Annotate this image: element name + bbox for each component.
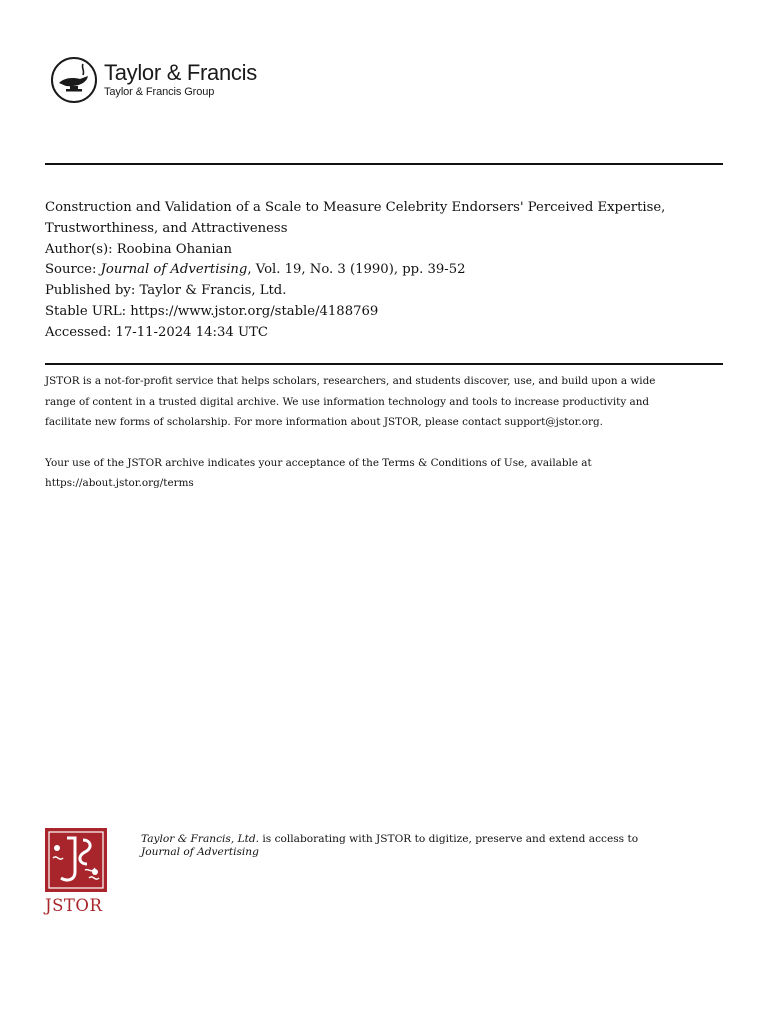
jstor-notice <box>45 371 725 494</box>
article-title-line-2: Trustworthiness, and Attractiveness <box>45 220 288 236</box>
author-name: Roobina Ohanian <box>116 241 232 257</box>
terms-link[interactable]: https://about.jstor.org/terms <box>45 477 194 489</box>
stable-url-line <box>45 302 735 323</box>
source-details: , Vol. 19, No. 3 (1990), pp. 39-52 <box>247 262 466 278</box>
logo-title: Taylor & Francis <box>104 60 257 85</box>
notice-paragraph-2 <box>45 453 725 494</box>
top-divider <box>45 163 723 165</box>
source-line <box>45 260 735 281</box>
journal-name: Journal of Advertising <box>100 262 248 278</box>
collab-publisher: Taylor & Francis, Ltd. <box>141 833 260 845</box>
published-by-line <box>45 281 735 302</box>
collab-journal: Journal of Advertising <box>141 846 259 858</box>
article-metadata <box>45 198 735 344</box>
jstor-wordmark: JSTOR <box>45 896 103 915</box>
collab-text: is collaborating with JSTOR to digitize, preserve and extend access to <box>259 833 639 845</box>
jstor-logo <box>45 828 107 915</box>
url-label: Stable URL: <box>45 303 131 319</box>
collaboration-statement <box>141 833 638 859</box>
taylor-francis-logo <box>50 56 257 104</box>
accessed-line <box>45 323 735 344</box>
stable-url-link[interactable]: https://www.jstor.org/stable/4188769 <box>130 303 379 319</box>
notice-paragraph-1 <box>45 371 725 433</box>
author-line <box>45 240 735 261</box>
jstor-emblem-icon <box>45 828 107 892</box>
middle-divider <box>45 363 723 365</box>
source-label: Source: <box>45 262 101 278</box>
accessed-label: Accessed: <box>45 324 116 340</box>
notice-p1-line-3: facilitate new forms of scholarship. For more information about JSTOR, please contact support@jstor.org. <box>45 416 603 428</box>
lamp-emblem-icon <box>50 56 98 104</box>
notice-p2-line-1: Your use of the JSTOR archive indicates your acceptance of the Terms & Conditions of Use, available at <box>45 456 592 469</box>
logo-subtitle: Taylor & Francis Group <box>104 86 215 98</box>
author-label: Author(s): <box>45 241 117 257</box>
publisher-name: Taylor & Francis, Ltd. <box>139 283 287 299</box>
notice-p1-line-1: JSTOR is a not-for-profit service that helps scholars, researchers, and students discover, use, and build upon a wide <box>45 375 656 387</box>
accessed-date: 17-11-2024 14:34 UTC <box>115 324 268 340</box>
published-label: Published by: <box>45 283 140 299</box>
notice-p1-line-2: range of content in a trusted digital archive. We use information technology and tools to increase productivity and <box>45 395 650 408</box>
article-title-line-1: Construction and Validation of a Scale to Measure Celebrity Endorsers' Perceived Expertise, <box>45 200 666 215</box>
